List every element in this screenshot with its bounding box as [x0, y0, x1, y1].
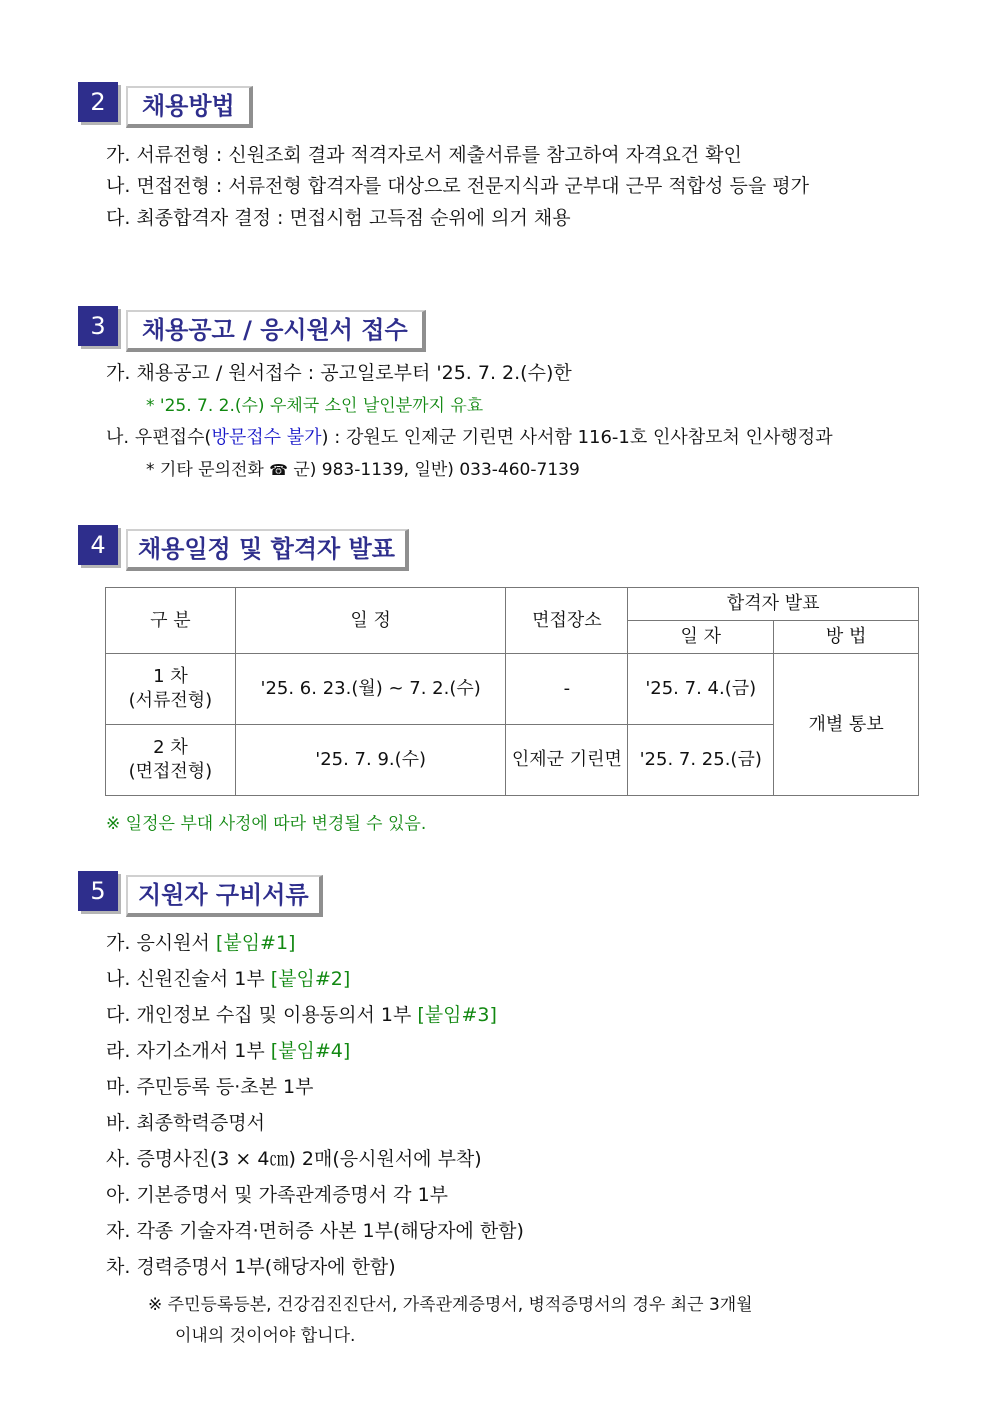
attachment-tag: [붙임#2] [270, 968, 351, 990]
header-division: 구 분 [106, 588, 236, 654]
list-item: 자. 각종 기술자격·면허증 사본 1부(해당자에 한함) [106, 1220, 524, 1242]
list-item: 라. 자기소개서 1부 [붙임#4] [106, 1040, 351, 1062]
date-cell: '25. 7. 4.(금) [628, 654, 774, 725]
attachment-tag: [붙임#1] [215, 932, 296, 954]
schedule-cell: '25. 6. 23.(월) ~ 7. 2.(수) [235, 654, 506, 725]
header-schedule: 일 정 [235, 588, 506, 654]
section-title: 지원자 구비서류 [126, 875, 323, 917]
list-item: 나. 우편접수(방문접수 불가) : 강원도 인제군 기린면 사서함 116-1호 인사참모처 인사행정과 [106, 427, 833, 448]
venue-cell: - [506, 654, 628, 725]
section-title: 채용공고 / 응시원서 접수 [126, 310, 426, 352]
note-line: * '25. 7. 2.(수) 우체국 소인 날인분까지 유효 [146, 396, 484, 416]
list-item: 아. 기본증명서 및 가족관계증명서 각 1부 [106, 1184, 449, 1206]
section-title: 채용방법 [126, 86, 253, 128]
list-item: 가. 응시원서 [붙임#1] [106, 932, 296, 954]
list-item: 바. 최종학력증명서 [106, 1112, 265, 1134]
list-item: 차. 경력증명서 1부(해당자에 한함) [106, 1256, 396, 1278]
section-number: 2 [78, 82, 118, 122]
list-item: 다. 최종합격자 결정 : 면접시험 고득점 순위에 의거 채용 [106, 207, 571, 229]
schedule-cell: '25. 7. 9.(수) [235, 725, 506, 796]
section-number: 5 [78, 871, 118, 911]
note-line: 이내의 것이어야 합니다. [175, 1326, 356, 1346]
date-cell: '25. 7. 25.(금) [628, 725, 774, 796]
note-line: ※ 주민등록등본, 건강검진진단서, 가족관계증명서, 병적증명서의 경우 최근 3개월 [148, 1295, 753, 1315]
list-item: 다. 개인정보 수집 및 이용동의서 1부 [붙임#3] [106, 1004, 497, 1026]
method-cell: 개별 통보 [774, 654, 919, 796]
list-item: 마. 주민등록 등·초본 1부 [106, 1076, 314, 1098]
section-number: 3 [78, 306, 118, 346]
highlight-text: 방문접수 불가 [211, 427, 322, 448]
list-item: 가. 채용공고 / 원서접수 : 공고일로부터 '25. 7. 2.(수)한 [106, 362, 572, 384]
list-item: 나. 신원진술서 1부 [붙임#2] [106, 968, 351, 990]
round-cell: 2 차 (면접전형) [106, 725, 236, 796]
round-cell: 1 차 (서류전형) [106, 654, 236, 725]
list-item: 나. 면접전형 : 서류전형 합격자를 대상으로 전문지식과 군부대 근무 적합성 등을 평가 [106, 175, 809, 197]
header-venue: 면접장소 [506, 588, 628, 654]
header-method: 방 법 [774, 621, 919, 654]
table-row [106, 654, 919, 725]
schedule-table [105, 587, 919, 796]
section-number: 4 [78, 525, 118, 565]
list-item: 가. 서류전형 : 신원조회 결과 적격자로서 제출서류를 참고하여 자격요건 확인 [106, 144, 742, 166]
header-date: 일 자 [628, 621, 774, 654]
section-title: 채용일정 및 합격자 발표 [126, 529, 409, 571]
schedule-note: ※ 일정은 부대 사정에 따라 변경될 수 있음. [106, 814, 427, 834]
phone-icon: ☎ [269, 461, 288, 479]
venue-cell: 인제군 기린면 [506, 725, 628, 796]
attachment-tag: [붙임#4] [270, 1040, 351, 1062]
contact-line: * 기타 문의전화 ☎ 군) 983-1139, 일반) 033-460-7139 [146, 460, 580, 480]
list-item: 사. 증명사진(3 × 4㎝) 2매(응시원서에 부착) [106, 1148, 482, 1170]
attachment-tag: [붙임#3] [417, 1004, 497, 1026]
header-announce: 합격자 발표 [628, 588, 919, 621]
